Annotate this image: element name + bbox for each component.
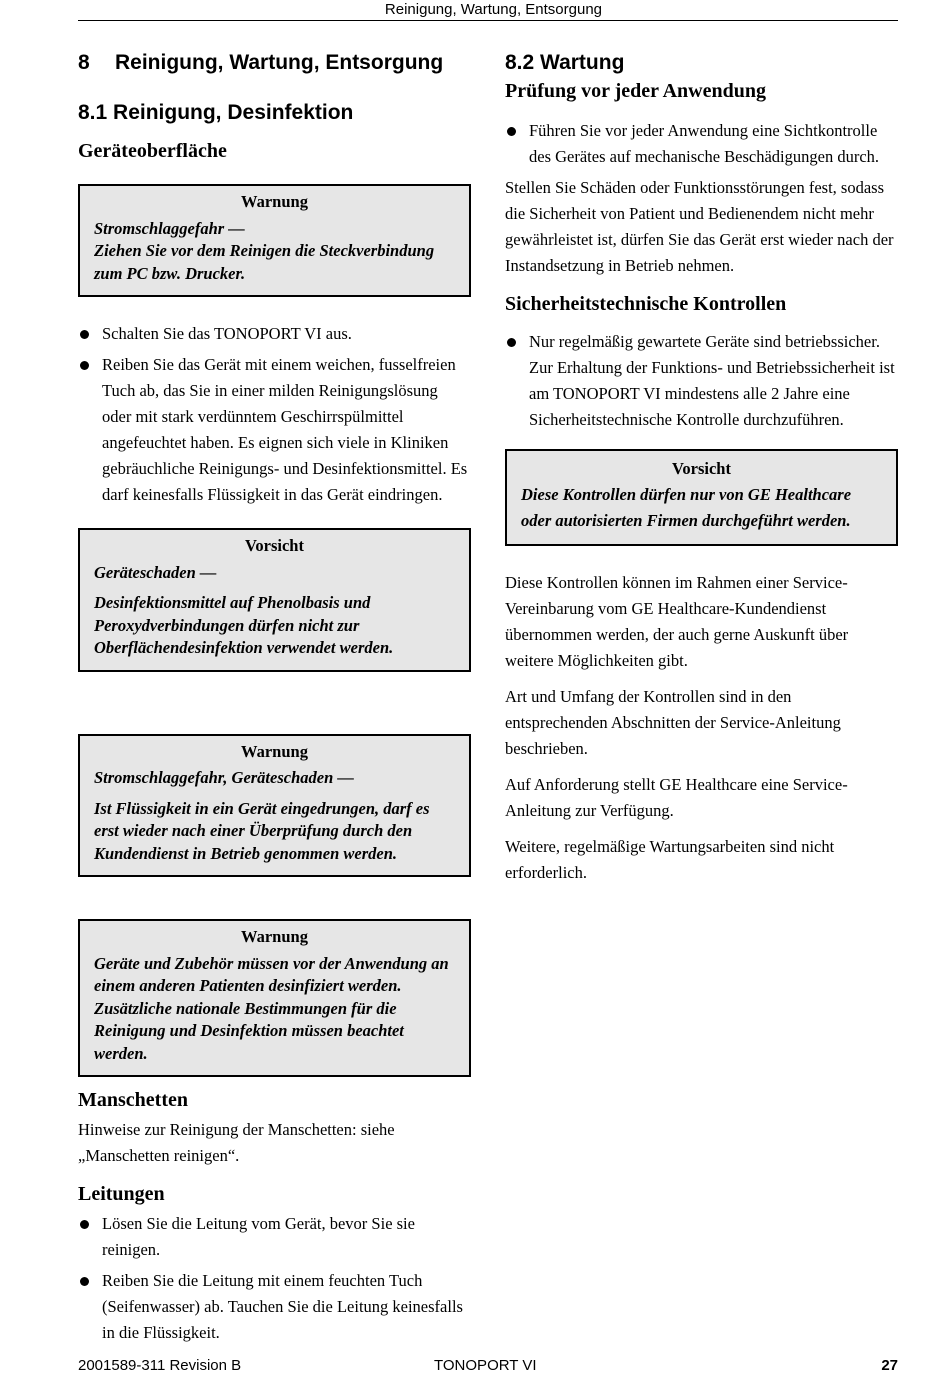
list-item <box>505 118 898 170</box>
bullet-icon <box>507 338 516 347</box>
bullet-icon <box>507 127 516 136</box>
page-number: 27 <box>881 1357 898 1374</box>
list-item <box>505 329 898 433</box>
bullet-icon <box>80 330 89 339</box>
maintenance-paragraph: Weitere, regelmäßige Wartungsarbeiten sind nicht erforderlich. <box>505 837 835 882</box>
list-item-text: Schalten Sie das TONOPORT VI aus. <box>102 324 352 343</box>
chapter-number: 8 <box>78 51 90 74</box>
service-paragraph: Diese Kontrollen können im Rahmen einer Service-Vereinbarung vom GE Healthcare-Kundendienst übernommen werden, der auch gerne Auskunft über weitere Möglichkeiten gibt. <box>505 573 849 670</box>
list-item-text: Führen Sie vor jeder Anwendung eine Sichtkontrolle des Gerätes auf mechanische Beschädigungen durch. <box>529 121 880 166</box>
chapter-heading <box>78 48 471 78</box>
surface-heading: Geräteoberfläche <box>78 140 227 162</box>
product-name: TONOPORT VI <box>434 1357 537 1374</box>
cables-heading: Leitungen <box>78 1183 165 1205</box>
right-column <box>505 48 898 896</box>
list-item-text: Nur regelmäßig gewartete Geräte sind betriebssicher. Zur Erhaltung der Funktions- und Betriebssicherheit ist am TONOPORT VI mindestens alle 2 Jahre eine Sicherheitstechnische Kontrolle durchzuführen. <box>529 332 895 429</box>
chapter-title: Reinigung, Wartung, Entsorgung <box>115 51 444 74</box>
list-item-text: Reiben Sie die Leitung mit einem feuchten Tuch (Seifenwasser) ab. Tauchen Sie die Leitung keinesfalls in die Flüssigkeit. <box>102 1271 463 1342</box>
bullet-icon <box>80 1220 89 1229</box>
cuffs-text: Hinweise zur Reinigung der Manschetten: siehe „Manschetten reinigen“. <box>78 1120 395 1165</box>
warning-box-liquid-ingress <box>78 734 471 878</box>
left-column <box>78 48 471 1351</box>
caution-title: Vorsicht <box>672 459 731 478</box>
scope-paragraph: Art und Umfang der Kontrollen sind in den entsprechenden Abschnitten der Service-Anleitung beschrieben. <box>505 687 841 758</box>
list-item <box>78 1268 471 1346</box>
caution-title: Vorsicht <box>245 536 304 555</box>
section-heading-8-1: 8.1 Reinigung, Desinfektion <box>78 101 354 124</box>
page-footer <box>78 1355 898 1377</box>
warning-box-disinfection <box>78 919 471 1077</box>
caution-text-line1: Geräteschaden — <box>94 562 217 582</box>
running-header <box>78 0 898 21</box>
cables-steps-list <box>78 1211 471 1346</box>
running-header-title: Reinigung, Wartung, Entsorgung <box>384 1 602 18</box>
warning-text-line1: Stromschlaggefahr — <box>94 218 245 238</box>
warning-title: Warnung <box>241 741 308 761</box>
check-list <box>505 118 898 170</box>
safety-list <box>505 329 898 433</box>
bullet-icon <box>80 1277 89 1286</box>
list-item-text: Lösen Sie die Leitung vom Gerät, bevor Sie sie reinigen. <box>102 1214 415 1259</box>
list-item <box>78 321 471 347</box>
manual-paragraph: Auf Anforderung stellt GE Healthcare eine Service-Anleitung zur Verfügung. <box>505 775 848 820</box>
damage-paragraph: Stellen Sie Schäden oder Funktionsstörungen fest, sodass die Sicherheit von Patient und Bedienendem nicht mehr gewährleistet ist, dürfen Sie das Gerät erst wieder nach der Instandsetzung in Betrieb nehmen. <box>505 178 894 275</box>
warning-title: Warnung <box>241 192 308 211</box>
warning-text-line2: Ist Flüssigkeit in ein Gerät eingedrungen, darf es erst wieder nach einer Überprüfung durch den Kundendienst in Betrieb genommen werden. <box>94 798 430 863</box>
safety-heading: Sicherheitstechnische Kontrollen <box>505 293 787 315</box>
cuffs-heading: Manschetten <box>78 1089 188 1111</box>
list-item <box>78 1211 471 1263</box>
bullet-icon <box>80 361 89 370</box>
warning-box-electric-shock <box>78 184 471 297</box>
warning-title: Warnung <box>241 927 308 946</box>
caution-box-authorized <box>505 449 898 546</box>
list-item <box>78 352 471 508</box>
cleaning-steps-list <box>78 321 471 508</box>
caution-text-line2: Desinfektionsmittel auf Phenolbasis und Peroxydverbindungen dürfen nicht zur Oberflächendesinfektion verwendet werden. <box>94 593 394 657</box>
list-item-text: Reiben Sie das Gerät mit einem weichen, fusselfreien Tuch ab, das Sie in einer milden Reinigungslösung oder mit stark verdünntem Geschirrspülmittel angefeuchtet haben. Es eignen sich viele in Kliniken gebräuchliche Reinigungs- und Desinfektionsmittel. Es darf keinesfalls Flüssigkeit in das Gerät eindringen. <box>102 355 468 504</box>
warning-text-line2: Ziehen Sie vor dem Reinigen die Steckverbindung zum PC bzw. Drucker. <box>94 241 435 283</box>
caution-text-line1: Diese Kontrollen dürfen nur von GE Healthcare oder autorisierten Firmen durchgeführt werden. <box>521 485 852 530</box>
warning-text-line1: Stromschlaggefahr, Geräteschaden — <box>94 768 354 787</box>
caution-box-device-damage <box>78 528 471 672</box>
document-number: 2001589-311 Revision B <box>78 1357 242 1374</box>
warning-text-line1: Geräte und Zubehör müssen vor der Anwendung an einem anderen Patienten desinfiziert werden. Zusätzliche nationale Bestimmungen für die Reinigung und Desinfektion müssen beachtet werden. <box>94 953 449 1063</box>
section-heading-8-2: 8.2 Wartung <box>505 51 625 74</box>
check-heading: Prüfung vor jeder Anwendung <box>505 80 766 102</box>
